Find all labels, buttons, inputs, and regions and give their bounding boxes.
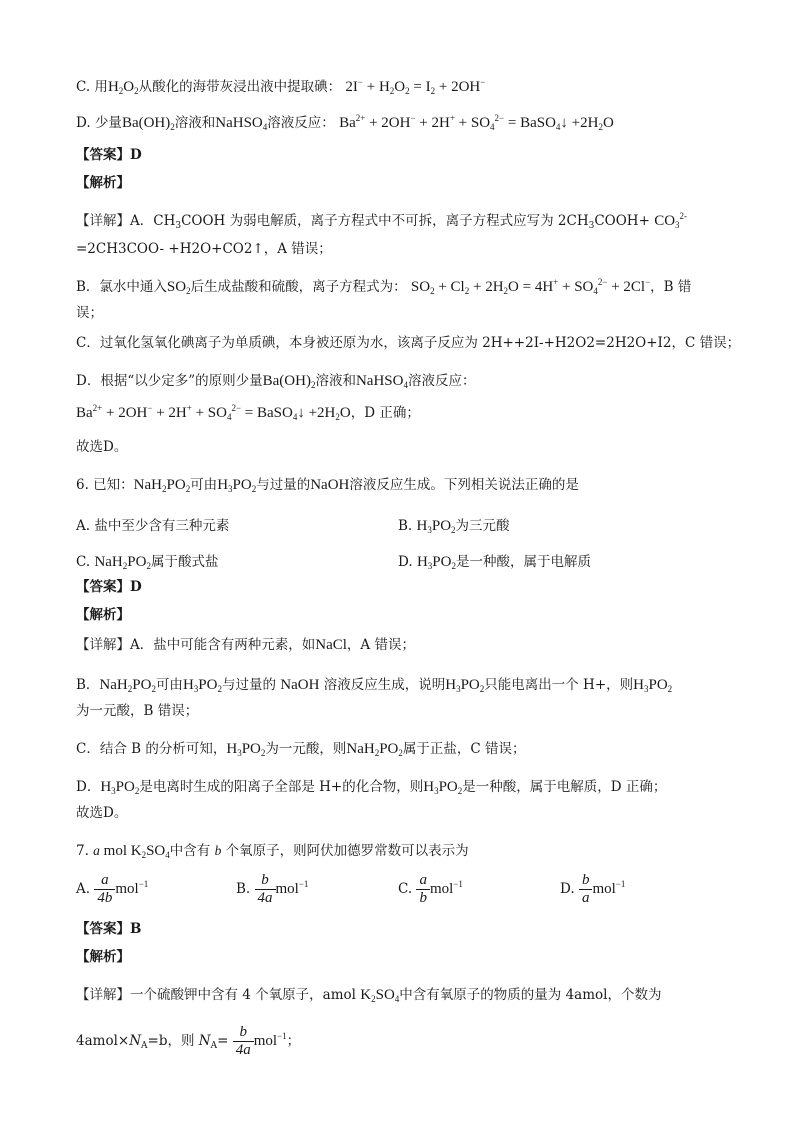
q6-analysis-heading: 【解析】 bbox=[76, 607, 130, 623]
q7-stem: 7. a mol $K_2SO_4$中含有 b 个氧原子，则阿伏加德罗常数可以表示为 bbox=[76, 843, 469, 860]
q6-detail-d: D．$H_3PO_2$是电离时生成的阳离子全部是 H+的化合物，则$H_3PO_2$是一种酸，属于电解质，D 正确； bbox=[76, 779, 667, 796]
q7-detail-line1: 【详解】一个硫酸钾中含有 4 个氧原子，amol $K_2SO_4$中含有氧原子的物质的量为 4amol，个数为 bbox=[76, 987, 662, 1004]
q5-detail-d-line1: D．根据“以少定多”的原则少量$Ba(OH)_2$溶液和NaHSO$_4$溶液反应： bbox=[76, 373, 476, 390]
q5-detail-b-line1: B．氯水中通入$SO_2$后生成盐酸和硫酸，离子方程式为： $SO_2 + Cl_2 + 2H_2O = 4H^+ + SO_4^{2-} + 2Cl^-$，B 错 bbox=[76, 277, 692, 296]
q6-detail-b-line2: 为一元酸，B 错误； bbox=[76, 703, 199, 719]
q5-analysis-heading: 【解析】 bbox=[76, 175, 130, 191]
q5-detail-a-line1: 【详解】A．$CH_3COOH$ 为弱电解质，离子方程式中不可拆，离子方程式应写为 $2CH_3COOH+ CO_3^{2-}$ bbox=[76, 211, 688, 231]
q7-option-d: D. $\frac{b}{a}$ mol$^{-1}$ bbox=[560, 872, 626, 906]
q7-option-a: A. $\frac{a}{4b}$ mol$^{-1}$ bbox=[76, 872, 149, 906]
q5-choose: 故选D。 bbox=[76, 439, 128, 455]
q7-answer: 【答案】B bbox=[76, 921, 142, 937]
q5-detail-d-line2: $Ba^{2+} + 2OH^- + 2H^+ + SO_4^{2-}$ = BaSO$_4$↓ $+2H_2O$，D 正确； bbox=[76, 403, 420, 422]
q7-analysis-heading: 【解析】 bbox=[76, 949, 130, 965]
q5-answer: 【答案】D bbox=[76, 147, 142, 163]
q6-stem: 6. 已知：$NaH_2PO_2$可由$H_3PO_2$与过量的NaOH溶液反应生成。下列相关说法正确的是 bbox=[76, 477, 579, 494]
q6-detail-b-line1: B．$NaH_2PO_2$可由$H_3PO_2$与过量的 NaOH 溶液反应生成，说明$H_3PO_2$只能电离出一个 H+，则$H_3PO_2$ bbox=[76, 677, 673, 694]
q6-option-a: A. 盐中至少含有三种元素 bbox=[76, 518, 230, 534]
q6-detail-c: C．结合 B 的分析可知，$H_3PO_2$为一元酸，则$NaH_2PO_2$属于正盐，C 错误； bbox=[76, 741, 526, 758]
q5-detail-b-line2: 误； bbox=[76, 305, 103, 321]
option-d-line: D. 少量$Ba(OH)_2$溶液和NaHSO$_4$溶液反应： $Ba^{2+} + 2OH^- + 2H^+ + SO_4^{2-}$ = BaSO$_4$↓ $+2H_2O$ bbox=[76, 113, 614, 132]
q5-detail-c: C．过氧化氢氧化碘离子为单质碘，本身被还原为水，该离子反应为 2H++2I-+H2O2=2H2O+I2，C 错误； bbox=[76, 335, 741, 351]
q5-detail-a-line2: =2CH3COO- +H2O+CO2↑，A 错误； bbox=[76, 241, 332, 257]
q6-answer: 【答案】D bbox=[76, 579, 142, 595]
q6-option-b: B. $H_3PO_2$为三元酸 bbox=[398, 518, 510, 535]
q7-detail-line2: $4amol\times N_A=b$，则 $N_A=$ $\frac{b}{4a}$ mol$^{-1}$； bbox=[76, 1024, 301, 1058]
q6-option-d: D. $H_3PO_2$是一种酸，属于电解质 bbox=[398, 554, 591, 571]
q6-option-c: C. $NaH_2PO_2$属于酸式盐 bbox=[76, 554, 219, 571]
q7-option-c: C. $\frac{a}{b}$ mol$^{-1}$ bbox=[398, 872, 463, 906]
q6-detail-a: 【详解】A．盐中可能含有两种元素，如NaCl，A 错误； bbox=[76, 637, 415, 653]
option-c-line: C. 用$H_2O_2$从酸化的海带灰浸出液中提取碘： $2I^- + H_2O_2 = I_2 + 2OH^-$ bbox=[76, 77, 486, 96]
q6-choose: 故选D。 bbox=[76, 805, 128, 821]
q7-option-b: B. $\frac{b}{4a}$ mol$^{-1}$ bbox=[236, 872, 309, 906]
